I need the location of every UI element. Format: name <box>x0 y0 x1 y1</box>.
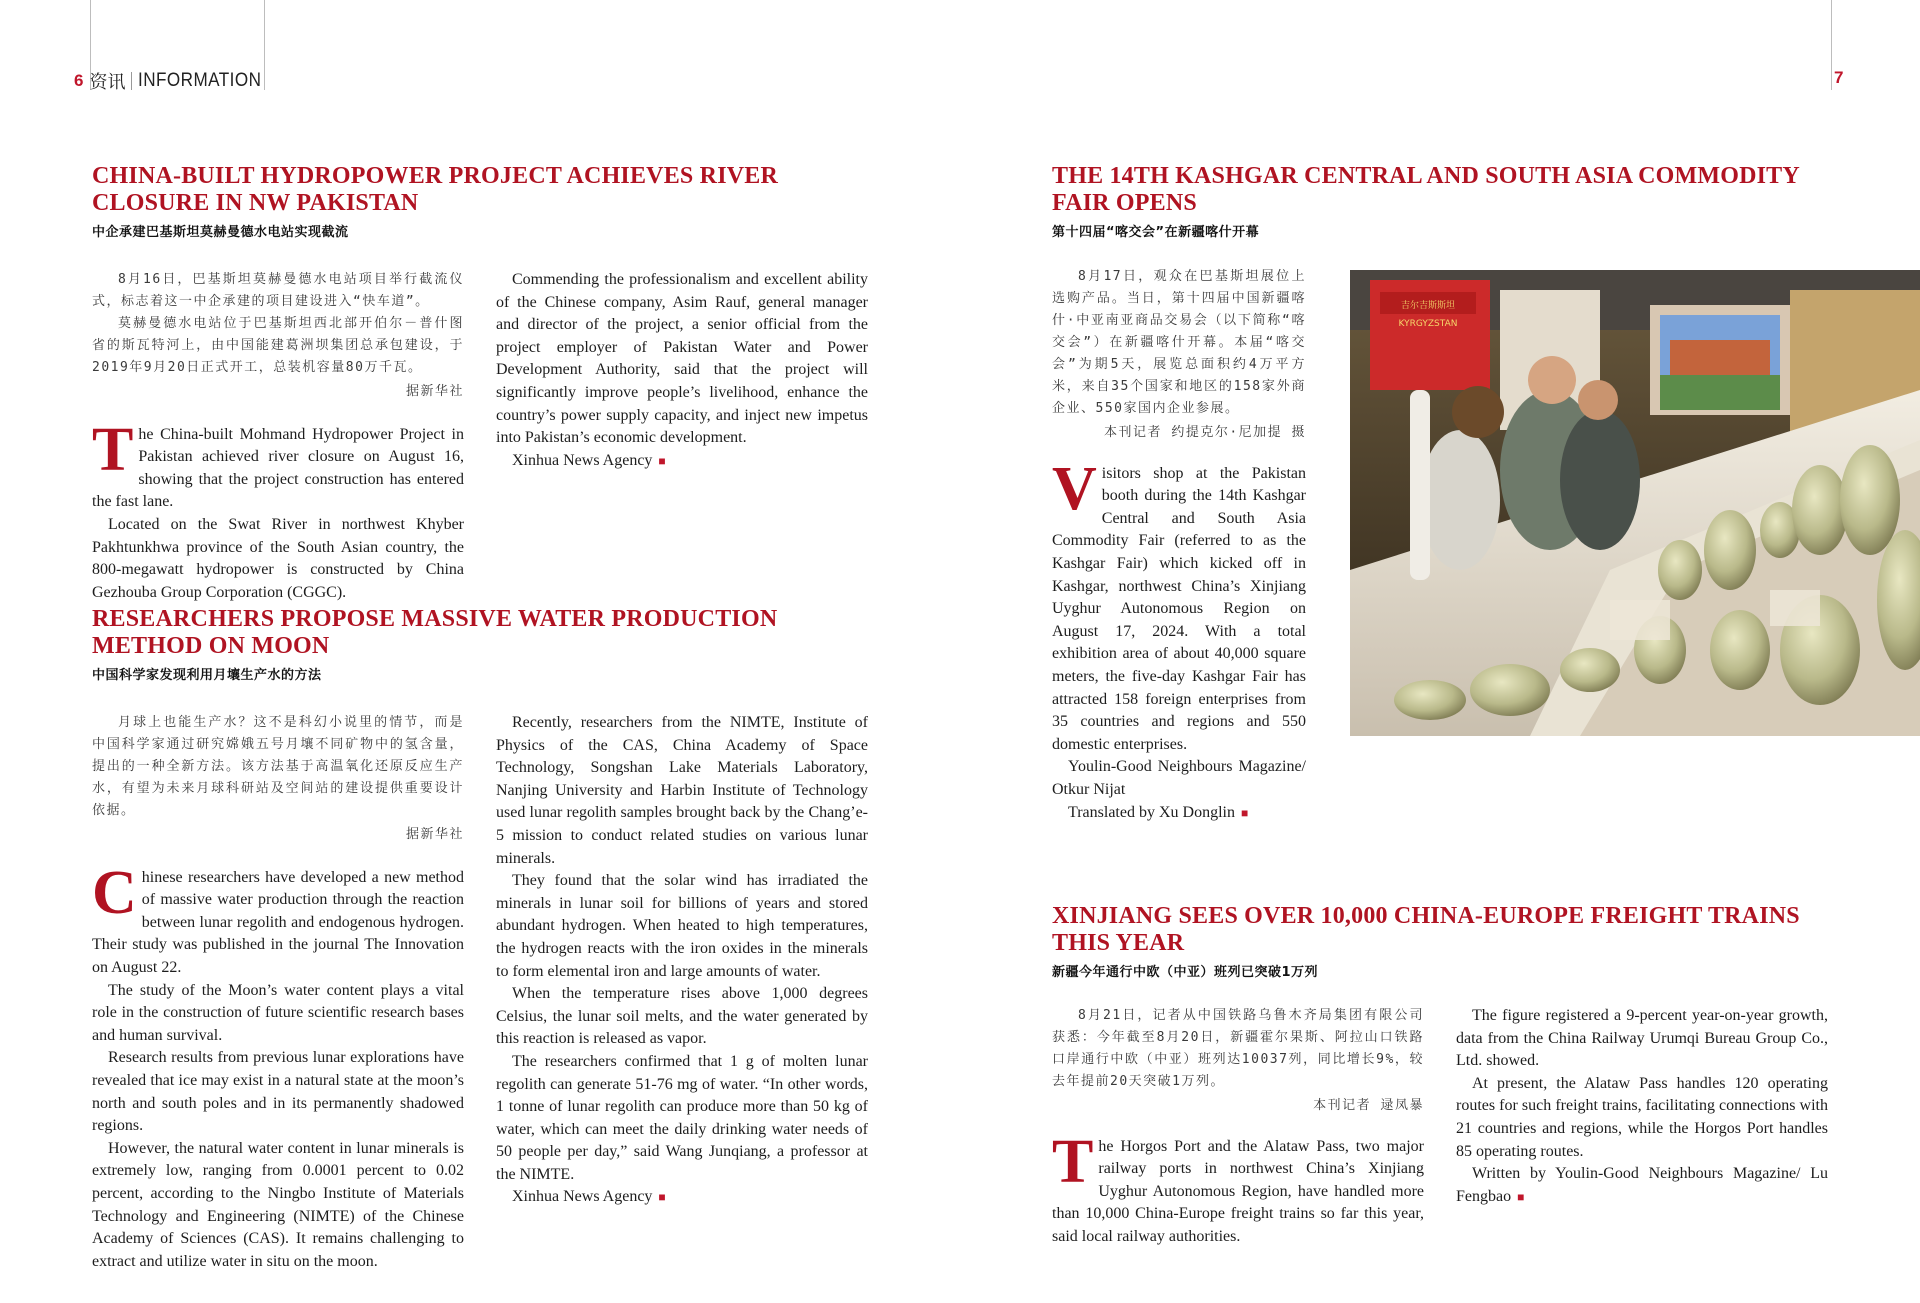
summary-credit: 据新华社 <box>405 827 464 842</box>
article-paragraph: The figure registered a 9-percent year-on-year growth, data from the China Railway Urumqi Bureau Group Co., Ltd. showed. <box>1456 1007 1828 1070</box>
article-paragraph: Located on the Swat River in northwest Khyber Pakhtunkhwa province of the South Asian country, the 800-megawatt hydropower is constructed by China Gezhouba Group Corporation (CGGC). <box>92 515 464 601</box>
section-name-en: INFORMATION <box>138 70 262 91</box>
article-column <box>92 269 464 604</box>
page-number: 7 <box>1834 68 1844 87</box>
chinese-summary <box>1052 1005 1424 1093</box>
paragraph-text: he China-built Mohmand Hydropower Project in Pakistan achieved river closure on August 16, showing that the project construction has entered the fast lane. <box>92 425 464 511</box>
article-source <box>496 1186 868 1209</box>
chinese-summary <box>92 712 464 822</box>
drop-cap: C <box>92 858 137 927</box>
article-credit <box>1456 1163 1828 1208</box>
article-subtitle-cn: 中企承建巴基斯坦莫赫曼德水电站实现截流 <box>92 225 349 240</box>
summary-paragraph: 8月16日，巴基斯坦莫赫曼德水电站项目举行截流仪式，标志着这一中企承建的项目建设进入“快车道”。 <box>92 272 464 309</box>
section-name-cn: 资讯 <box>89 72 126 93</box>
photo-illustration <box>1350 270 1920 736</box>
article-paragraph: Commending the professionalism and excellent ability of the Chinese company, Asim Rauf, general manager and director of the project, a senior official from the project employer of Pakistan Water and Power Development Authority, said that the project will significantly improve people’s livelihood, enhance the country’s power supply capacity, and inject new impetus into Pakistan’s economic development. <box>496 271 868 447</box>
article-credit: Youlin-Good Neighbours Magazine/ Otkur Nijat <box>1052 758 1306 798</box>
drop-cap: T <box>92 415 134 484</box>
article-column <box>496 269 868 472</box>
chinese-summary <box>92 269 464 379</box>
article-body-first <box>92 415 464 514</box>
article-paragraph: Research results from previous lunar explorations have revealed that ice may exist in a natural state at the moon’s north and south poles and in its permanently shadowed regions. <box>92 1049 464 1135</box>
article-title: RESEARCHERS PROPOSE MASSIVE WATER PRODUCTION METHOD ON MOON <box>92 606 778 659</box>
chinese-summary <box>1052 266 1306 420</box>
summary-credit: 据新华社 <box>405 384 464 399</box>
article-column <box>1456 1005 1828 1208</box>
summary-credit: 本刊记者 约提克尔·尼加提 摄 <box>1104 425 1306 440</box>
booth-sign: KYRGYZSTAN <box>1398 319 1458 329</box>
article-title: THE 14TH KASHGAR CENTRAL AND SOUTH ASIA COMMODITY FAIR OPENS <box>1052 163 1800 216</box>
paragraph-text: he Horgos Port and the Alataw Pass, two major railway ports in northwest China’s Xinjiang Uyghur Autonomous Region, have handled more than 10,000 China-Europe freight trains so far this year, said local railway authorities. <box>1052 1137 1424 1245</box>
article-subtitle-cn: 中国科学家发现利用月壤生产水的方法 <box>92 668 322 683</box>
source-text: Xinhua News Agency <box>512 451 653 469</box>
credit-text: Translated by Xu Donglin <box>1068 803 1235 821</box>
article-paragraph: However, the natural water content in lunar minerals is extremely low, ranging from 0.0001 percent to 0.02 percent, according to the Ningbo Institute of Materials Technology and Engineering (NIMTE) of the Chinese Academy of Sciences (CAS). It remains challenging to extract and utilize water in situ on the moon. <box>92 1139 464 1270</box>
end-mark-icon: ■ <box>658 453 666 468</box>
article-title: XINJIANG SEES OVER 10,000 CHINA-EUROPE FREIGHT TRAINS THIS YEAR <box>1052 903 1800 956</box>
header-rule <box>1831 0 1832 90</box>
end-mark-icon: ■ <box>658 1190 666 1205</box>
article-column <box>1052 266 1306 824</box>
article-source <box>496 450 868 473</box>
article-paragraph: At present, the Alataw Pass handles 120 operating routes for such freight trains, facilitating connections with 21 countries and regions, while the Horgos Port handles 85 operating routes. <box>1456 1074 1828 1160</box>
article-paragraph: The study of the Moon’s water content plays a vital role in the construction of future scientific research bases and human survival. <box>92 981 464 1044</box>
credit-text: Written by Youlin-Good Neighbours Magazine/ Lu Fengbao <box>1456 1165 1828 1205</box>
article-credit <box>1052 802 1306 825</box>
article-title: CHINA-BUILT HYDROPOWER PROJECT ACHIEVES RIVER CLOSURE IN NW PAKISTAN <box>92 163 779 216</box>
article-paragraph: Recently, researchers from the NIMTE, Institute of Physics of the CAS, China Academy of Space Technology, Songshan Lake Materials Laboratory, Nanjing University and Harbin Institute of Technology used lunar regolith samples brought back by the Chang’e-5 mission to conduct related studies on various lunar minerals. <box>496 714 868 867</box>
booth-sign-cn: 吉尔吉斯斯坦 <box>1400 301 1456 311</box>
article-column <box>1052 1005 1424 1249</box>
article-column <box>496 712 868 1209</box>
article-paragraph: The researchers confirmed that 1 g of molten lunar regolith can generate 51-76 mg of water. “In other words, 1 tonne of lunar regolith can produce more than 50 kg of water, which can meet the daily drinking water needs of 50 people per day,” said Wang Junqiang, a professor at the NIMTE. <box>496 1052 868 1183</box>
divider <box>131 72 132 90</box>
summary-credit: 本刊记者 逯凤暴 <box>1313 1098 1424 1113</box>
drop-cap: V <box>1052 454 1097 523</box>
article-body-first <box>1052 1127 1424 1249</box>
fair-photo <box>1350 270 1920 736</box>
article-column <box>92 712 464 1273</box>
article-body-first <box>92 858 464 980</box>
source-text: Xinhua News Agency <box>512 1188 653 1206</box>
summary-paragraph: 8月17日，观众在巴基斯坦展位上选购产品。当日，第十四届中国新疆喀什·中亚南亚商品交易会（以下简称“喀交会”）在新疆喀什开幕。本届“喀交会”为期5天，展览总面积约4万平方米，来自35个国家和地区的158家外商企业、550家国内企业参展。 <box>1052 269 1306 416</box>
article-subtitle-cn: 新疆今年通行中欧（中亚）班列已突破1万列 <box>1052 965 1319 980</box>
summary-paragraph: 8月21日，记者从中国铁路乌鲁木齐局集团有限公司获悉：今年截至8月20日，新疆霍尔果斯、阿拉山口铁路口岸通行中欧（中亚）班列达10037列，同比增长9%，较去年提前20天突破1万列。 <box>1052 1008 1424 1089</box>
end-mark-icon: ■ <box>1517 1189 1525 1204</box>
article-body-first <box>1052 454 1306 757</box>
paragraph-text: hinese researchers have developed a new method of massive water production through the reaction between lunar regolith and endogenous hydrogen. Their study was published in the journal The Innovation on August 22. <box>92 868 464 976</box>
article-paragraph: When the temperature rises above 1,000 degrees Celsius, the lunar soil melts, and the water generated by this reaction is released as vapor. <box>496 985 868 1048</box>
summary-paragraph: 莫赫曼德水电站位于巴基斯坦西北部开伯尔－普什图省的斯瓦特河上，由中国能建葛洲坝集团总承包建设，于2019年9月20日正式开工，总装机容量80万千瓦。 <box>92 316 464 375</box>
drop-cap: T <box>1052 1127 1094 1196</box>
article-paragraph: They found that the solar wind has irradiated the minerals in lunar soil for billions of years and stored abundant hydrogen. When heated to high temperatures, the hydrogen reacts with the iron oxides in the minerals to form elemental iron and large amounts of water. <box>496 872 868 980</box>
end-mark-icon: ■ <box>1240 805 1249 820</box>
page-header-left <box>74 68 276 94</box>
paragraph-text: isitors shop at the Pakistan booth during the 14th Kashgar Central and South Asia Commodity Fair (referred to as the Kashgar Fair) which kicked off in Kashgar, northwest China’s Xinjiang Uyghur Autonomous Region on August 17, 2024. With a total exhibition area of about 40,000 square meters, the five-day Kashgar Fair has attracted 158 foreign enterprises from 35 countries and regions and 550 domestic enterprises. <box>1052 464 1306 753</box>
summary-paragraph: 月球上也能生产水？这不是科幻小说里的情节，而是中国科学家通过研究嫦娥五号月壤不同矿物中的氢含量，提出的一种全新方法。该方法基于高温氧化还原反应生产水，有望为未来月球科研站及空间站的建设提供重要设计依据。 <box>92 715 464 818</box>
article-subtitle-cn: 第十四届“喀交会”在新疆喀什开幕 <box>1052 225 1260 240</box>
page-number: 6 <box>74 71 84 90</box>
